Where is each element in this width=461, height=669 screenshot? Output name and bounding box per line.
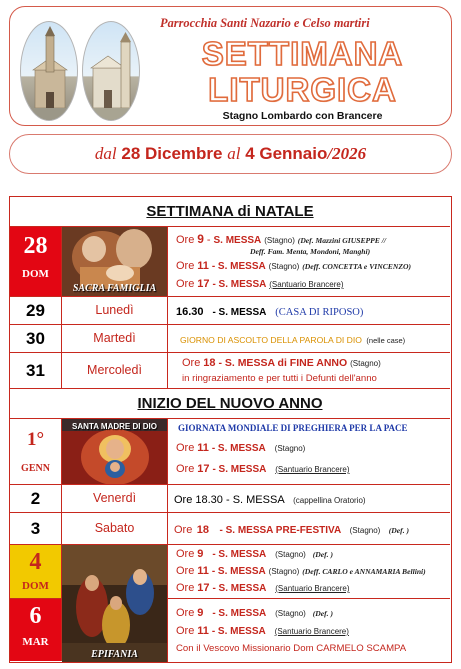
day-number: 3 [10,513,62,544]
header-card [9,6,452,126]
mass-location: (Santuario Brancere) [269,280,344,289]
mass-intention: (Deff. CARLO e ANNAMARIA Bellini) [302,567,426,576]
mass-label: - S. MESSA di FINE ANNO [218,357,348,369]
mass-time: 9 [197,232,204,246]
day-number-value: 4 [29,549,42,575]
ore-label: Ore [176,607,195,619]
date-al: al [227,144,241,163]
day-of-week: DOM [22,580,49,592]
day-content [168,513,450,544]
separator: - [206,234,211,246]
date-range [9,134,452,174]
mass-time: 18 [203,357,216,369]
mass-intention: (Def. ) [388,526,410,535]
event-text: GIORNO DI ASCOLTO DELLA PAROLA DI DIO [180,335,362,345]
mass-location: (Stagno) [268,567,300,576]
day-name: Sabato [62,513,168,544]
ore-label: Ore [176,565,195,577]
day-name: Venerdì [62,485,168,512]
ore-label: Ore [182,357,201,369]
mass-time: 9 [197,607,204,619]
mass-time: 11 [197,565,209,577]
mass-label: Ore 18.30 - S. MESSA [174,494,285,506]
madonna-image [62,419,168,484]
day-content [168,485,450,512]
epiphany-caption: EPIFANIA [91,649,138,660]
schedule-table [9,196,452,663]
place-subtitle: Stagno Lombardo con Brancere [222,110,383,122]
mass-label: - S. MESSA [211,261,266,272]
mass-location: (Stagno) [350,359,381,368]
church-photos [18,19,142,123]
day-number-value: 1° [26,429,45,450]
day-number [10,419,62,484]
day-row-29 [10,297,450,325]
day-of-week: GENN [21,463,50,474]
mass-time: 18 [196,524,210,536]
mass-location: (Stagno) [275,550,306,559]
mass-location: (Santuario Brancere) [274,627,349,636]
section-anno [10,389,450,419]
date-dal: dal [94,144,117,163]
mass-label: - S. MESSA [212,549,267,560]
day-number-value: 6 [29,603,42,629]
ore-label: Ore [174,524,193,536]
mass-label: - S. MESSA [211,566,266,577]
mass-location: (Santuario Brancere) [275,584,350,593]
day-content [168,227,450,296]
mass-intention: (Deff. CONCETTA e VINCENZO) [302,262,411,271]
holy-family-caption: SACRA FAMIGLIA [72,283,157,294]
title-line-2: LITURGICA [208,71,397,108]
mass-label: - S. MESSA [212,583,267,594]
day-row-1 [10,419,450,485]
event-title: GIORNATA MONDIALE DI PREGHIERA PER LA PACE [178,423,408,433]
mass-label: - S. MESSA [211,443,266,454]
mass-location: (CASA DI RIPOSO) [275,307,364,318]
day-content [168,419,450,484]
mass-time: 17 [197,278,210,290]
epiphany-image [62,545,168,662]
day-row-3 [10,513,450,545]
mass-intention: (Def. ) [312,609,333,618]
day-number-value: 28 [23,233,48,259]
mass-label: - S. MESSA PRE-FESTIVA [219,525,342,536]
mass-intention: in ringraziamento e per tutti i Defunti dell'anno [182,373,377,384]
day-name: Martedì [62,325,168,352]
section-natale [10,197,450,227]
church-photo-brancere [82,21,140,121]
day-name: Lunedì [62,297,168,324]
mass-location: (Stagno) [264,236,295,245]
mass-location: (Stagno) [274,444,306,453]
madonna-caption: SANTA MADRE DI DIO [72,422,157,431]
day-number [10,227,62,296]
date-year: /2026 [327,144,367,163]
mass-location: (Santuario Brancere) [275,465,350,474]
day-content [168,325,450,352]
mass-time: 9 [197,548,204,560]
ore-label: Ore [176,463,195,475]
day-content [168,353,450,388]
section-natale-title: SETTIMANA di NATALE [146,203,314,220]
day-of-week: DOM [22,268,49,280]
church-photo-stagno [20,21,78,121]
mass-label: - S. MESSA [212,608,267,619]
date-start: 28 Dicembre [121,144,223,163]
ore-label: Ore [176,625,195,637]
mass-time: 17 [197,582,210,594]
day-name: Mercoledì [62,353,168,388]
day-row-30 [10,325,450,353]
mass-time: 11 [197,260,209,272]
ore-label: Ore [176,234,195,246]
day-content [168,599,450,661]
mass-time: 17 [197,463,210,475]
day-row-2 [10,485,450,513]
mass-location: (Stagno) [275,609,306,618]
mass-intention-cont: Deff. Fam. Menta, Mondoni, Manghi) [250,247,371,256]
mass-intention: (Def. ) [312,550,333,559]
holy-family-image [62,227,168,296]
day-content [168,297,450,324]
mass-time: 11 [197,625,209,637]
mass-label: - S. MESSA [212,464,267,475]
mass-label: - S. MESSA [212,279,267,290]
day-number [10,545,62,598]
day-number: 30 [10,325,62,352]
mass-time: 16.30 [176,306,204,318]
date-end: 4 Gennaio [245,144,328,163]
parish-name: Parrocchia Santi Nazario e Celso martiri [160,16,370,30]
ore-label: Ore [176,278,195,290]
day-number: 29 [10,297,62,324]
mass-location: (Stagno) [349,526,381,535]
day-of-week: MAR [22,636,49,648]
day-row-28 [10,227,450,297]
day-number [10,599,62,661]
title-line-1: SETTIMANA [201,35,404,72]
day-content [168,545,450,598]
event-note: (nelle case) [366,336,406,345]
mass-label: S. MESSA [213,235,262,246]
mass-label: - S. MESSA [211,626,266,637]
ore-label: Ore [176,582,195,594]
mass-time: 11 [197,442,209,454]
ore-label: Ore [176,442,195,454]
ore-label: Ore [176,548,195,560]
mass-intention: (Def. Mazzini GIUSEPPE // [297,236,386,245]
day-number: 31 [10,353,62,388]
day-row-31 [10,353,450,389]
mass-location: (Stagno) [268,262,300,271]
mass-location: (cappellina Oratorio) [293,496,366,505]
mass-note: Con il Vescovo Missionario Dom CARMELO SCAMPA [176,643,407,654]
section-anno-title: INIZIO DEL NUOVO ANNO [137,395,323,412]
day-number: 2 [10,485,62,512]
mass-label: - S. MESSA [212,307,267,318]
ore-label: Ore [176,260,195,272]
